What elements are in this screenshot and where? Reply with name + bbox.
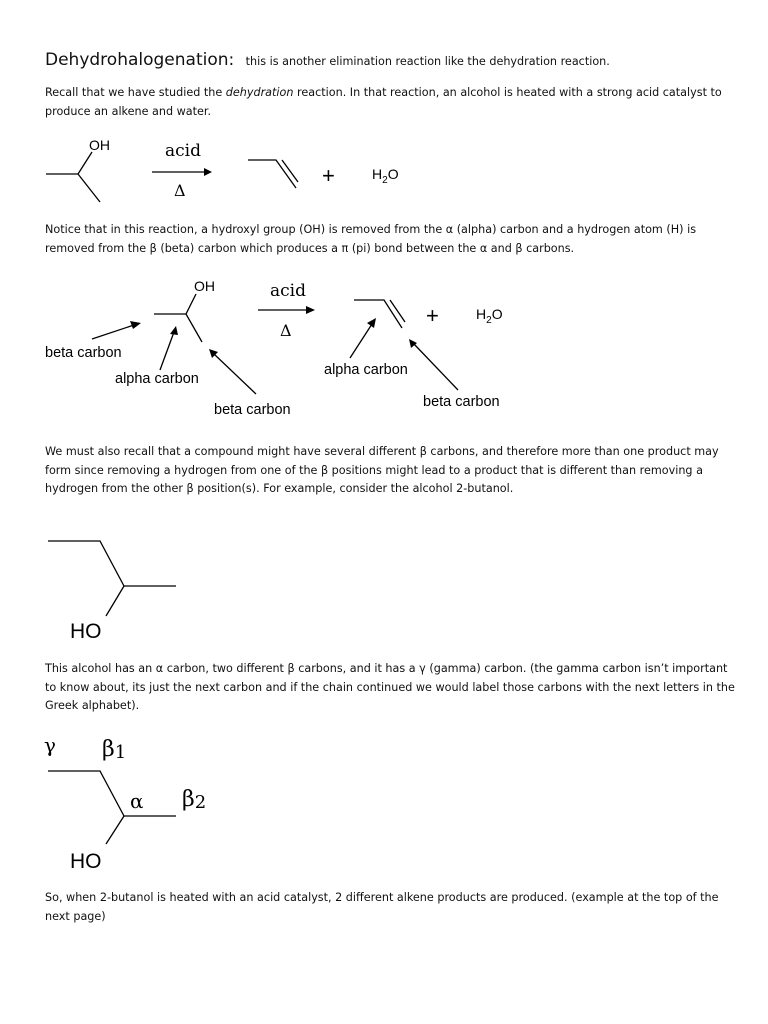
label-beta-carbon-right: beta carbon xyxy=(423,394,500,410)
pointer-alpha-right xyxy=(350,324,372,358)
label-alpha-carbon-left: alpha carbon xyxy=(115,371,199,387)
title-heading: Dehydrohalogenation: xyxy=(45,50,235,70)
reaction-1-water: $H_2O$ xyxy=(372,166,399,186)
pointer-alpha-left xyxy=(160,332,174,370)
title-subtitle: this is another elimination reaction like the dehydration reaction. xyxy=(245,55,610,68)
reaction-2-reagent: acid xyxy=(270,281,306,301)
paragraph-hydroxyl-removal: Notice that in this reaction, a hydroxyl group (OH) is removed from the α (alpha) carbon and a hydrogen atom (H) is removed from the β (beta) carbon which produces a π (pi) bond between the α and β carbons. xyxy=(45,223,697,255)
label-beta-carbon-left: beta carbon xyxy=(45,345,122,361)
paragraph-alpha-beta-gamma: This alcohol has an α carbon, two different β carbons, and it has a γ (gamma) carbon. (the gamma carbon isn’t important to know about, its just the next carbon and if the chain continued we would label those carbons with the next letters in the Greek alphabet). xyxy=(45,662,735,712)
butanol-skeleton xyxy=(48,541,176,586)
reaction-2-plus: + xyxy=(426,303,439,328)
pointer-beta-bottom xyxy=(214,354,256,394)
reaction-1-reagent: acid xyxy=(165,141,201,161)
reaction-1-heat: Δ xyxy=(174,181,186,200)
reaction-2-oh-label: OH xyxy=(194,278,215,294)
para1-emphasis: dehydration xyxy=(225,86,294,99)
arrowhead-alpha-left xyxy=(170,326,178,335)
labeled-butanol-ho-label: HO xyxy=(70,850,102,873)
para1-text-end: reaction. In that reaction, an alcohol is heated with a strong acid catalyst to produce an alkene and water. xyxy=(45,86,722,118)
label-beta-2: β2 xyxy=(182,787,207,813)
reaction-2-diagram xyxy=(0,272,768,422)
pointer-beta-right xyxy=(414,344,458,390)
pointer-beta-left xyxy=(92,325,134,339)
alcohol-skeleton xyxy=(154,314,202,342)
butanol-labeled-structure xyxy=(0,730,768,880)
reaction-1-plus: + xyxy=(322,163,335,188)
label-gamma: γ xyxy=(44,733,56,757)
reaction-1-diagram xyxy=(0,130,768,220)
arrowhead-alpha-right xyxy=(367,318,376,328)
butanol-ho-label: HO xyxy=(70,620,102,643)
label-alpha-carbon-right: alpha carbon xyxy=(324,362,408,378)
paragraph-multiple-beta-carbons: We must also recall that a compound might have several different β carbons, and therefore more than one product may form since removing a hydrogen from one of the β positions might lead to a product that is different than removing a hydrogen from the other β position(s). For example, consider the alcohol 2-butanol. xyxy=(45,445,719,495)
isopropanol-skeleton xyxy=(46,174,100,202)
alkene-double-bond xyxy=(390,300,405,322)
paragraph-recall-dehydration xyxy=(45,84,735,121)
butanol-ho-bond xyxy=(106,586,124,616)
label-alpha: α xyxy=(130,789,144,813)
labeled-butanol-ho-bond xyxy=(106,816,124,844)
label-beta-carbon-bottom: beta carbon xyxy=(214,402,291,418)
reaction-1-arrowhead xyxy=(204,168,212,176)
paragraph-two-products: So, when 2-butanol is heated with an acid catalyst, 2 different alkene products are produced. (example at the top of the next page) xyxy=(45,891,719,923)
labeled-butanol-skeleton xyxy=(48,771,176,816)
alkene-skeleton xyxy=(354,300,402,328)
label-beta-1: β1 xyxy=(102,737,127,763)
propene-skeleton xyxy=(248,160,296,188)
isopropanol-oh-bond xyxy=(78,152,92,174)
page-title xyxy=(45,48,610,74)
reaction-2-heat: Δ xyxy=(280,321,292,340)
reaction-2-arrowhead xyxy=(306,306,315,314)
butanol-structure xyxy=(0,530,768,650)
reaction-1-oh-label: OH xyxy=(89,137,110,153)
reaction-2-water: $H_2O$ xyxy=(476,306,503,326)
para1-text-start: Recall that we have studied the xyxy=(45,86,226,99)
alcohol-oh-bond xyxy=(186,294,196,314)
arrowhead-beta-left xyxy=(130,321,141,329)
